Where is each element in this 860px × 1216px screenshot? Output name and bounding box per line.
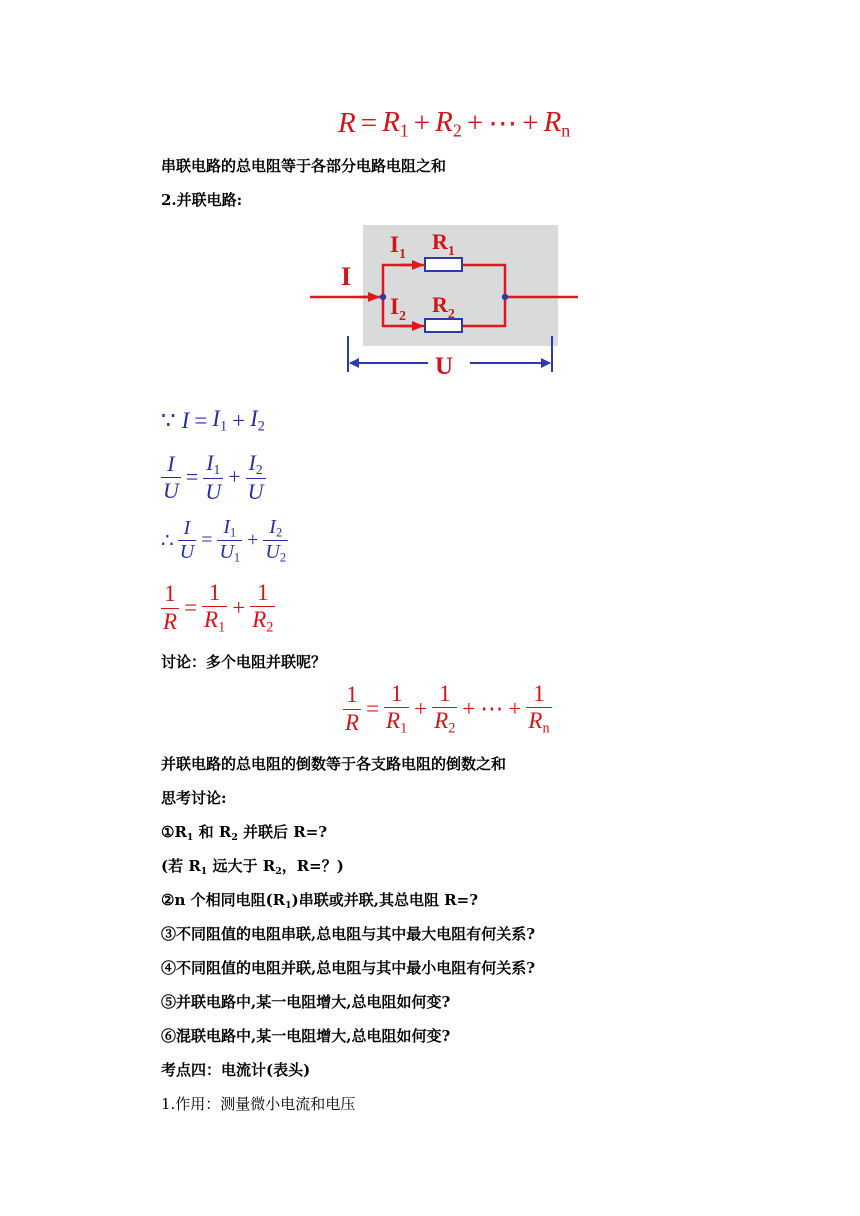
question-item: ②n 个相同电阻$(R_1)$串联或并联,其总电阻 R=? <box>161 891 478 911</box>
formula-operator: = <box>360 107 378 140</box>
junction-left <box>380 294 386 300</box>
formula-term: $R_1$ <box>382 106 409 141</box>
fraction: $\frac{I_1}{U}$ <box>205 450 222 504</box>
discussion-prompt: 讨论：多个电阻并联呢？ <box>161 653 327 671</box>
fraction: $\frac{1}{R}$ <box>345 682 360 735</box>
resistor-r2 <box>425 319 462 332</box>
question-item: ④不同阻值的电阻并联,总电阻与其中最小电阻有何关系? <box>161 959 536 977</box>
fraction: $\frac{1}{R_n}$ <box>528 681 550 737</box>
formula-operator: + <box>228 464 241 490</box>
question-item: $①R_1$ 和 $R_2$ 并联后 R=? <box>161 823 328 843</box>
parallel-heading: 2.并联电路: <box>161 191 243 209</box>
formula-operator: + <box>462 696 476 722</box>
series-resistance-formula <box>338 106 570 141</box>
formula-operator: + <box>413 107 431 140</box>
derivation-step-1 <box>161 406 265 435</box>
parallel-circuit-diagram <box>300 218 590 380</box>
formula-term: $I_1$ <box>212 406 228 435</box>
question-item: ③不同阻值的电阻串联,总电阻与其中最大电阻有何关系? <box>161 925 536 943</box>
label-r1: $R_1$ <box>432 229 455 259</box>
formula-operator: + <box>247 528 259 551</box>
formula-symbol: I <box>181 407 190 433</box>
parallel-general-formula <box>343 681 552 737</box>
fraction: $\frac{1}{R_2}$ <box>252 580 274 636</box>
label-voltage: U <box>435 353 454 380</box>
formula-operator: = <box>194 407 208 433</box>
parallel-conclusion: 并联电路的总电阻的倒数等于各支路电阻的倒数之和 <box>161 755 507 773</box>
resistor-r1 <box>425 258 462 271</box>
because-symbol: ∵ <box>161 407 176 433</box>
dimension-arrow-left <box>349 358 359 368</box>
formula-term: $I_2$ <box>250 406 265 435</box>
point4-item-1: 1.作用：测量微小电流和电压 <box>161 1095 356 1113</box>
formula-operator: = <box>201 528 213 551</box>
formula-operator: + <box>232 407 246 433</box>
derivation-step-2 <box>161 450 266 504</box>
series-conclusion: 串联电路的总电阻等于各部分电路电阻之和 <box>161 157 447 175</box>
question-item: ⑤并联电路中,某一电阻增大,总电阻如何变? <box>161 993 451 1011</box>
fraction: $\frac{1}{R_2}$ <box>434 681 456 737</box>
formula-term: ⋯ <box>488 108 518 141</box>
formula-operator: + <box>508 696 522 722</box>
formula-term: $R_2$ <box>435 106 462 141</box>
formula-operator: = <box>366 696 380 722</box>
fraction: $\frac{I_1}{U_1}$ <box>219 516 241 565</box>
label-total-current: I <box>341 262 352 291</box>
fraction: $\frac{I}{U}$ <box>179 516 195 563</box>
junction-right <box>502 294 508 300</box>
formula-operator: + <box>414 696 428 722</box>
label-branch1-current: $I_1$ <box>390 232 406 262</box>
question-item: ⑥混联电路中,某一电阻增大,总电阻如何变? <box>161 1027 451 1045</box>
formula-operator: = <box>185 464 199 490</box>
derivation-step-3 <box>161 516 288 565</box>
formula-symbol: R <box>338 107 356 140</box>
fraction: $\frac{1}{R}$ <box>163 581 178 634</box>
fraction: $\frac{1}{R_1}$ <box>386 681 408 737</box>
therefore-symbol: ∴ <box>161 529 174 552</box>
formula-operator: + <box>232 595 246 621</box>
fraction: $\frac{I_2}{U}$ <box>247 450 264 504</box>
label-r2: $R_2$ <box>432 292 455 322</box>
label-branch2-current: $I_2$ <box>390 294 406 324</box>
think-heading: 思考讨论: <box>161 789 227 807</box>
derivation-step-4 <box>161 580 275 636</box>
formula-operator: = <box>184 595 198 621</box>
point4-heading: 考点四：电流计(表头) <box>161 1061 311 1079</box>
formula-operator: + <box>522 107 539 140</box>
formula-ellipsis: ⋯ <box>480 696 504 722</box>
formula-term: $R_n$ <box>543 106 571 141</box>
fraction: $\frac{I}{U}$ <box>163 451 179 503</box>
fraction: $\frac{I_2}{U_2}$ <box>265 516 287 565</box>
question-item: (若 $R_1$ 远大于 $R_2$，R=？) <box>161 857 344 877</box>
dimension-arrow-right <box>541 358 551 368</box>
fraction: $\frac{1}{R_1}$ <box>204 580 226 636</box>
formula-operator: + <box>466 107 484 140</box>
